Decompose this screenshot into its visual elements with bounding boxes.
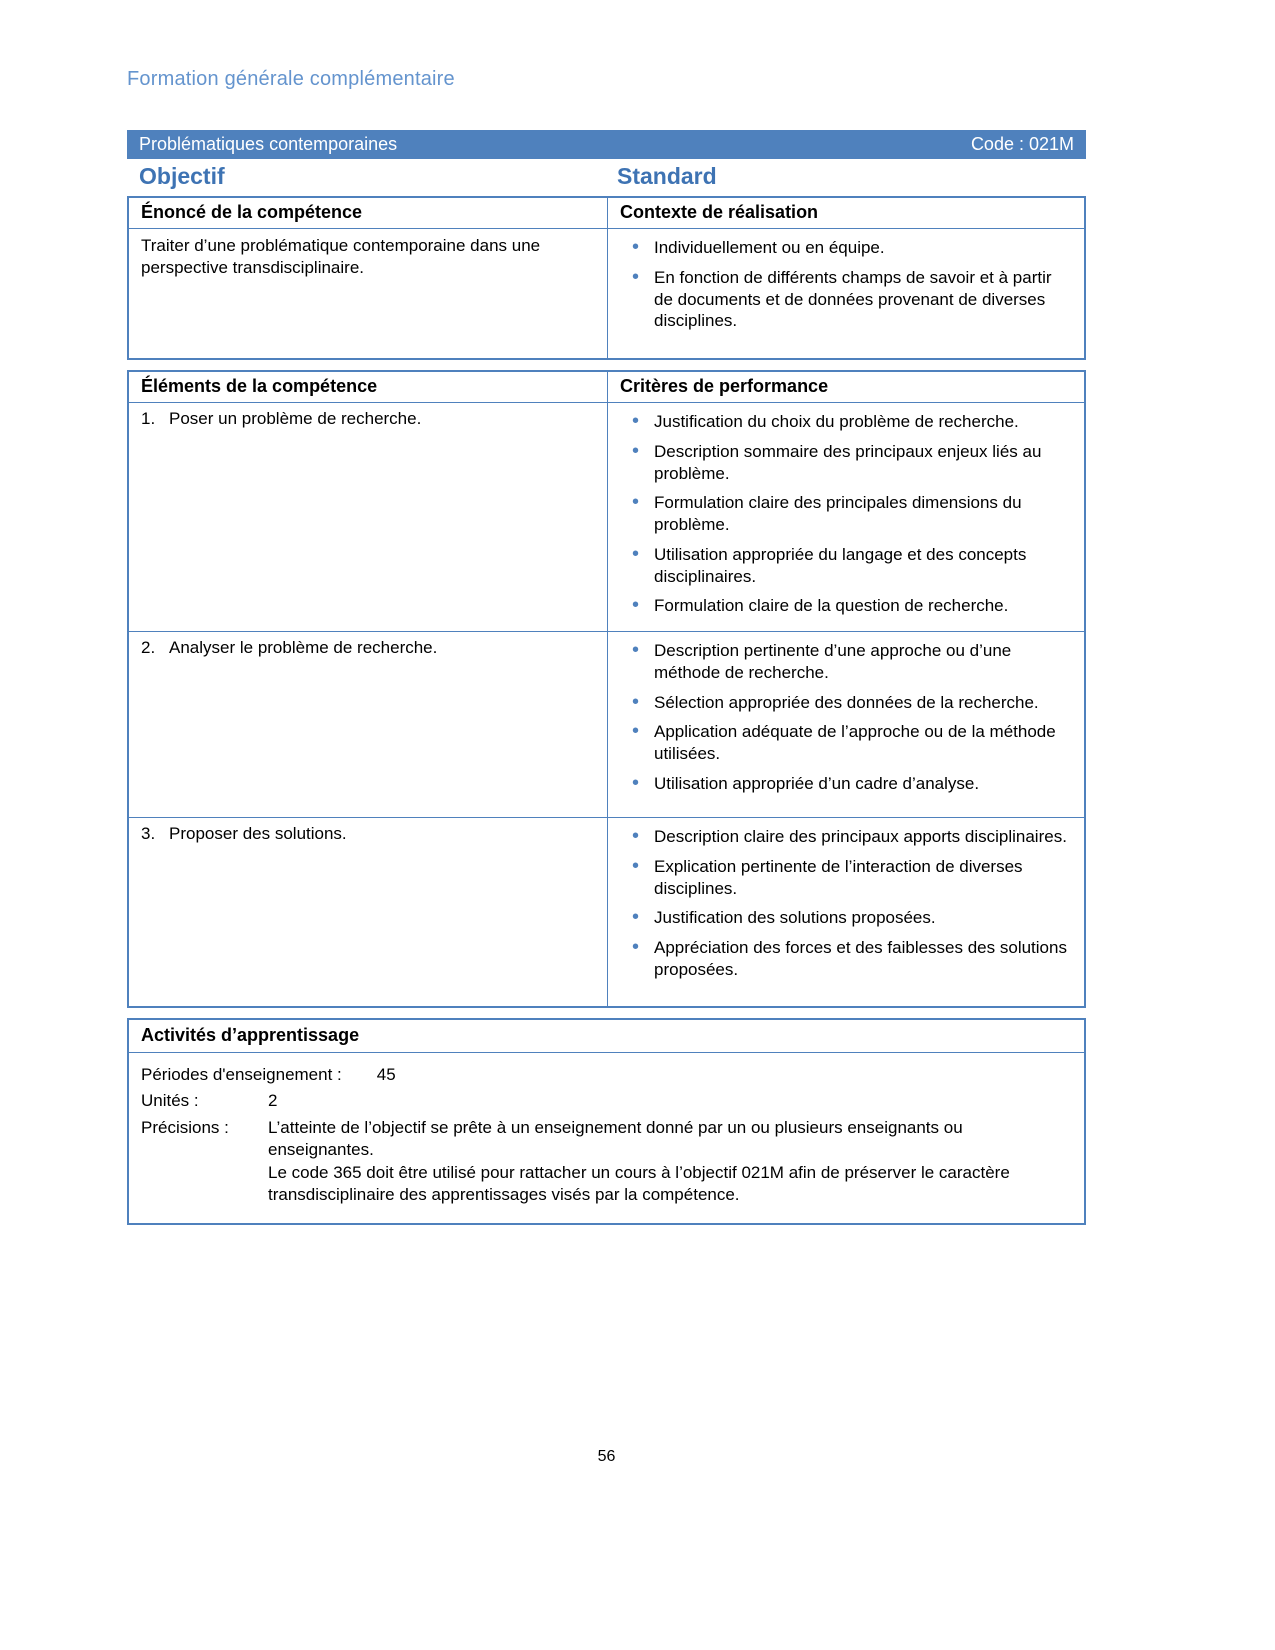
bullet-item: • Appréciation des forces et des faiblesses des solutions proposées. <box>628 937 1072 981</box>
elements-header: Éléments de la compétence <box>141 376 378 396</box>
bullet-item: • Explication pertinente de l’interaction de diverses disciplines. <box>628 856 1072 900</box>
element-number: 1. <box>141 409 156 428</box>
running-header: Formation générale complémentaire <box>127 68 455 90</box>
element-number: 2. <box>141 638 156 657</box>
elements-table-header <box>129 372 1084 402</box>
contexte-header: Contexte de réalisation <box>607 198 1084 228</box>
activities-header: Activités d’apprentissage <box>129 1020 1084 1053</box>
competence-table-body <box>129 228 1084 358</box>
bullet-item: • Justification du choix du problème de recherche. <box>628 411 1072 433</box>
bullet-item: • Sélection appropriée des données de la recherche. <box>628 692 1072 714</box>
activities-body <box>129 1053 1084 1223</box>
bullet-item: • Formulation claire de la question de recherche. <box>628 595 1072 617</box>
standard-title: Standard <box>617 163 717 189</box>
criteres-bullet-list <box>620 640 1072 795</box>
precisions-row <box>141 1117 1072 1207</box>
element-title: Proposer des solutions. <box>169 824 347 843</box>
bullet-item: • Justification des solutions proposées. <box>628 907 1072 929</box>
bullet-item: • En fonction de différents champs de savoir et à partir de documents et de données provenant de diverses disciplines. <box>628 267 1072 332</box>
bullet-item: • Description pertinente d’une approche ou d’une méthode de recherche. <box>628 640 1072 684</box>
enonce-header: Énoncé de la compétence <box>141 202 363 222</box>
document-body <box>127 130 1086 1225</box>
periods-value: 45 <box>376 1065 396 1084</box>
course-code: Code : 021M <box>970 134 1074 154</box>
periods-label: Périodes d'enseignement : <box>141 1065 342 1084</box>
units-value: 2 <box>268 1091 278 1111</box>
periods-row <box>141 1064 1072 1086</box>
bullet-item: • Individuellement ou en équipe. <box>628 237 1072 259</box>
criteres-header: Critères de performance <box>607 372 1084 402</box>
precisions-paragraph: Le code 365 doit être utilisé pour rattacher un cours à l’objectif 021M afin de préserver le caractère transdisciplinaire des apprentissages visés par la compétence. <box>268 1162 1010 1205</box>
precisions-paragraph: L’atteinte de l’objectif se prête à un enseignement donné par un ou plusieurs enseignants ou enseignantes. <box>268 1117 963 1160</box>
column-titles <box>127 159 1086 196</box>
activities-table <box>127 1018 1086 1225</box>
element-row-2 <box>129 631 1084 817</box>
units-label: Unités : <box>141 1091 199 1111</box>
bullet-item: • Utilisation appropriée d’un cadre d’analyse. <box>628 773 1072 795</box>
competence-table <box>127 196 1086 360</box>
course-title: Problématiques contemporaines <box>139 134 398 154</box>
elements-table <box>127 370 1086 1008</box>
contexte-bullet-list <box>620 237 1072 332</box>
page-number: 56 <box>597 1448 616 1465</box>
element-row-1 <box>129 402 1084 631</box>
precisions-label: Précisions : <box>141 1117 229 1137</box>
bullet-item: • Application adéquate de l’approche ou de la méthode utilisées. <box>628 721 1072 765</box>
course-title-bar <box>127 130 1086 159</box>
competence-statement: Traiter d’une problématique contemporaine dans une perspective transdisciplinaire. <box>141 236 541 278</box>
bullet-item: • Formulation claire des principales dimensions du problème. <box>628 492 1072 536</box>
criteres-bullet-list <box>620 826 1072 981</box>
bullet-item: • Description claire des principaux apports disciplinaires. <box>628 826 1072 848</box>
units-row <box>141 1090 1072 1112</box>
element-title: Analyser le problème de recherche. <box>169 638 438 657</box>
element-row-3 <box>129 817 1084 1006</box>
bullet-item: • Description sommaire des principaux enjeux liés au problème. <box>628 441 1072 485</box>
criteres-bullet-list <box>620 411 1072 617</box>
objectif-title: Objectif <box>139 163 225 189</box>
element-title: Poser un problème de recherche. <box>169 409 422 428</box>
bullet-item: • Utilisation appropriée du langage et des concepts disciplinaires. <box>628 544 1072 588</box>
competence-table-header <box>129 198 1084 228</box>
element-number: 3. <box>141 824 156 843</box>
precisions-text <box>268 1117 1072 1207</box>
